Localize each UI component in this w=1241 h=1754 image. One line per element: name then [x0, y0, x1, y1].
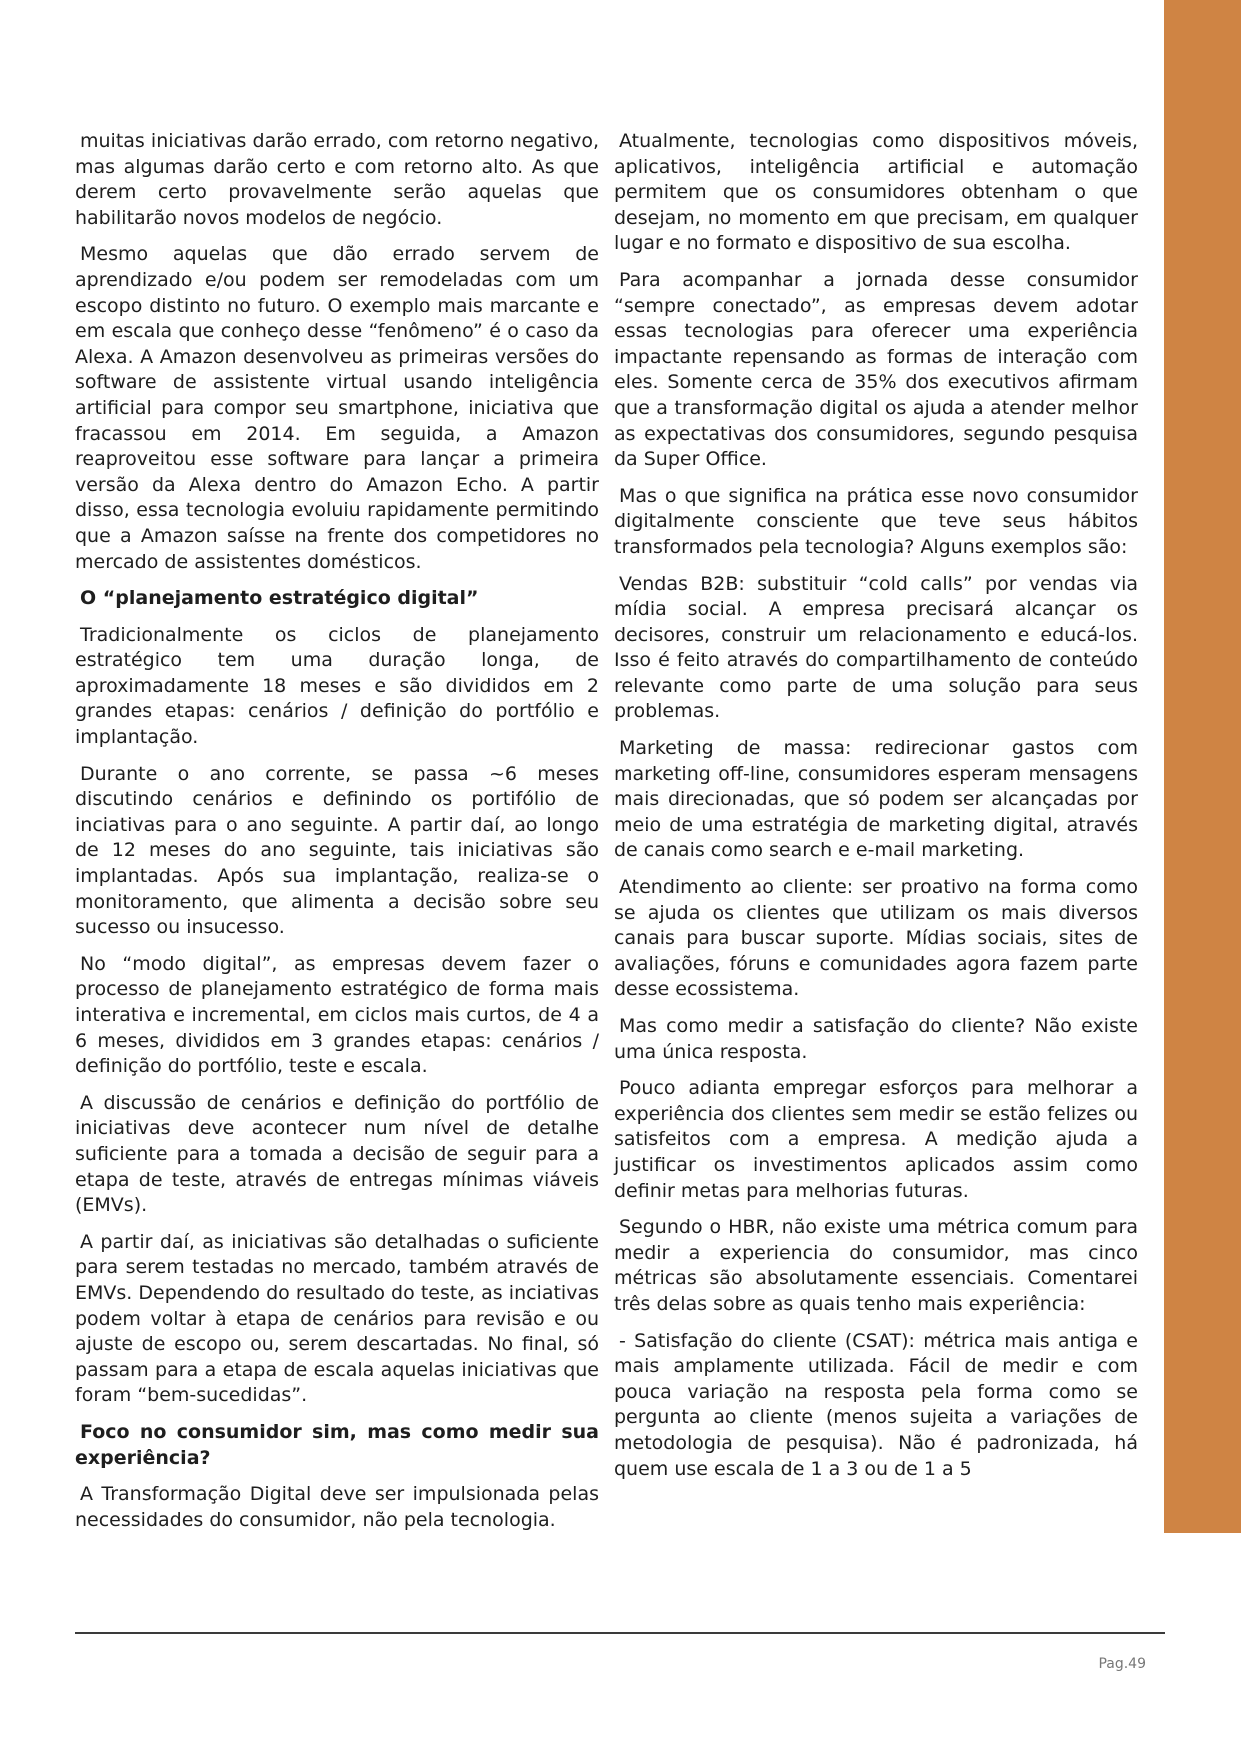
body-paragraph: Para acompanhar a jornada desse consumidor “sempre conectado”, as empresas devem adotar essas tecnologias para oferecer uma experiência impactante repensando as formas de interação com eles. Somente cerca de 35% dos executivos afirmam que a transformação digital os ajuda a atender melhor as expectativas dos consumidores, segundo pesquisa da Super Office.	[614, 268, 1138, 471]
body-paragraph: Durante o ano corrente, se passa ~6 meses discutindo cenários e definindo os portifólio de inciativas para o ano seguinte. A partir daí, ao longo de 12 meses do ano seguinte, tais iniciativas são implantadas. Após sua implantação, realiza-se o monitoramento, que alimenta a decisão sobre seu sucesso ou insucesso.	[75, 762, 599, 939]
body-paragraph: A discussão de cenários e definição do portfólio de iniciativas deve acontecer num nível de detalhe suficiente para a tomada a decisão de seguir para a etapa de teste, através de entregas mínimas viáveis (EMVs).	[75, 1091, 599, 1217]
body-paragraph: A partir daí, as iniciativas são detalhadas o suficiente para serem testadas no mercado, também através de EMVs. Dependendo do resultado do teste, as inciativas podem voltar à etapa de cenários para revisão e ou ajuste de escopo ou, serem descartadas. No final, só passam para a etapa de escala aquelas iniciativas que foram “bem-sucedidas”.	[75, 1230, 599, 1407]
body-paragraph: Vendas B2B: substituir “cold calls” por vendas via mídia social. A empresa precisará alcançar os decisores, construir um relacionamento e educá-los. Isso é feito através do compartilhamento de conteúdo relevante como parte de uma solução para seus problemas.	[614, 572, 1138, 723]
body-paragraph: Atendimento ao cliente: ser proativo na forma como se ajuda os clientes que utilizam os mais diversos canais para buscar suporte. Mídias sociais, sites de avaliações, fóruns e comunidades agora fazem parte desse ecossistema.	[614, 876, 1138, 1001]
body-paragraph: muitas iniciativas darão errado, com retorno negativo, mas algumas darão certo e com retorno alto. As que derem certo provavelmente serão aquelas que habilitarão novos modelos de negócio.	[75, 130, 599, 229]
left-text-column	[75, 129, 599, 1544]
accent-side-bar	[1164, 0, 1241, 1533]
body-paragraph: Marketing de massa: redirecionar gastos com marketing off-line, consumidores esperam mensagens mais direcionadas, que só podem ser alcançadas por meio de uma estratégia de marketing digital, através de canais como search e e-mail marketing.	[614, 737, 1138, 862]
body-paragraph: Atualmente, tecnologias como dispositivos móveis, aplicativos, inteligência artificial e automação permitem que os consumidores obtenham o que desejam, no momento em que precisam, em qualquer lugar e no formato e dispositivo de sua escolha.	[614, 130, 1138, 255]
body-paragraph: Segundo o HBR, não existe uma métrica comum para medir a experiencia do consumidor, mas cinco métricas são absolutamente essenciais. Comentarei três delas sobre as quais tenho mais experiência:	[614, 1216, 1138, 1315]
section-heading: Foco no consumidor sim, mas como medir sua experiência?	[75, 1420, 599, 1469]
body-paragraph: Pouco adianta empregar esforços para melhorar a experiência dos clientes sem medir se estão felizes ou satisfeitos com a empresa. A medição ajuda a justificar os investimentos aplicados assim como definir metas para melhorias futuras.	[614, 1077, 1138, 1202]
body-paragraph: Mesmo aquelas que dão errado servem de aprendizado e/ou podem ser remodeladas com um escopo distinto no futuro. O exemplo mais marcante e em escala que conheço desse “fenômeno” é o caso da Alexa. A Amazon desenvolveu as primeiras versões do software de assistente virtual usando inteligência artificial para compor seu smartphone, iniciativa que fracassou em 2014. Em seguida, a Amazon reaproveitou esse software para lançar a primeira versão da Alexa dentro do Amazon Echo. A partir disso, essa tecnologia evoluiu rapidamente permitindo que a Amazon saísse na frente dos competidores no mercado de assistentes domésticos.	[75, 243, 599, 573]
body-paragraph: - Satisfação do cliente (CSAT): métrica mais antiga e mais amplamente utilizada. Fácil de medir e com pouca variação na resposta pela forma como se pergunta ao cliente (menos sujeita a variações de metodologia de pesquisa). Não é padronizada, há quem use escala de 1 a 3 ou de 1 a 5	[614, 1329, 1138, 1480]
body-paragraph: Tradicionalmente os ciclos de planejamento estratégico tem uma duração longa, de aproximadamente 18 meses e são divididos em 2 grandes etapas: cenários / definição do portfólio e implantação.	[75, 623, 599, 749]
body-paragraph: Mas como medir a satisfação do cliente? Não existe uma única resposta.	[614, 1015, 1138, 1063]
body-paragraph: No “modo digital”, as empresas devem fazer o processo de planejamento estratégico de forma mais interativa e incremental, em ciclos mais curtos, de 4 a 6 meses, divididos em 3 grandes etapas: cenários / definição do portfólio, teste e escala.	[75, 952, 599, 1078]
section-heading: O “planejamento estratégico digital”	[80, 587, 479, 610]
footer-divider	[75, 1632, 1165, 1634]
page-number: Pag.49	[1098, 1656, 1146, 1672]
body-paragraph: Mas o que significa na prática esse novo consumidor digitalmente consciente que teve seus hábitos transformados pela tecnologia? Alguns exemplos são:	[614, 484, 1138, 558]
right-text-column	[614, 129, 1138, 1493]
body-paragraph: A Transformação Digital deve ser impulsionada pelas necessidades do consumidor, não pela tecnologia.	[75, 1483, 599, 1531]
